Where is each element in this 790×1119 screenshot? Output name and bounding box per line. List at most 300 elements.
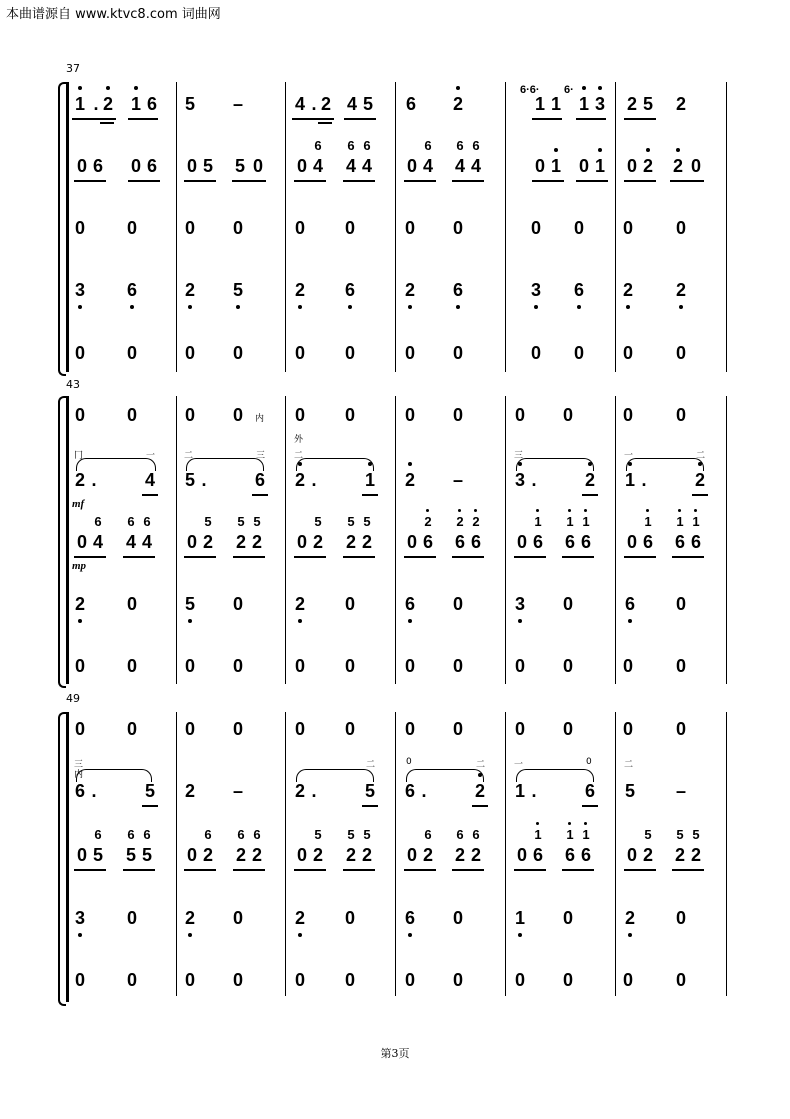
note: 5: [228, 270, 248, 310]
note: 1: [510, 898, 530, 938]
chord-note: 6: [237, 827, 245, 842]
note: 2: [290, 584, 310, 624]
underline: [672, 556, 704, 558]
note: 2: [422, 845, 433, 865]
note: 2: [180, 270, 200, 310]
chord-note: 5: [644, 827, 652, 842]
note: 2: [690, 845, 701, 865]
note: 0: [626, 845, 637, 865]
note: .: [531, 470, 537, 490]
note: 1: [534, 94, 545, 114]
underline: [184, 180, 216, 182]
note: .: [311, 94, 317, 114]
underline: [576, 180, 608, 182]
staff-4: [0, 270, 790, 310]
chord-note: 5: [237, 514, 245, 529]
measure-number: 43: [66, 378, 80, 391]
underline: [670, 180, 704, 182]
note: 6: [580, 845, 591, 865]
note: 2: [626, 94, 637, 114]
system-3: [0, 692, 790, 1004]
chord-note: 1: [641, 514, 655, 529]
note: 3: [526, 270, 546, 310]
note: 5: [144, 781, 155, 801]
note: 0: [406, 845, 417, 865]
chord-note: 6: [472, 827, 480, 842]
rest: 0: [452, 719, 463, 739]
note: 3: [590, 84, 610, 124]
note: 4: [144, 470, 155, 490]
articulation-mark: 内: [74, 770, 84, 780]
rest: 0: [622, 343, 633, 363]
underline: [74, 869, 106, 871]
bowing-mark: 一: [146, 451, 156, 461]
note: 2: [202, 845, 213, 865]
underline: [362, 805, 378, 807]
rest: 0: [232, 908, 243, 928]
chord-note: 5: [204, 514, 212, 529]
note: 4: [141, 532, 152, 552]
note: 3: [70, 898, 90, 938]
note: 5: [125, 845, 136, 865]
bowing-mark: 二: [696, 451, 706, 461]
chord-note: 1: [531, 827, 545, 842]
note: 2: [184, 781, 195, 801]
dash: –: [232, 94, 243, 114]
note: .: [421, 781, 427, 801]
underline: [452, 556, 484, 558]
note: 6: [340, 270, 360, 310]
underline: [514, 869, 546, 871]
rest: 0: [344, 594, 355, 614]
note: .: [93, 94, 99, 114]
underline: [343, 869, 375, 871]
note: 0: [534, 156, 545, 176]
rest: 0: [675, 908, 686, 928]
rest: 0: [344, 343, 355, 363]
note: 0: [406, 532, 417, 552]
underline: [294, 556, 326, 558]
note: 0: [76, 845, 87, 865]
staff-1: [0, 395, 790, 435]
note: 0: [130, 156, 141, 176]
bowing-mark: 三: [74, 760, 84, 770]
note: 6: [690, 532, 701, 552]
note: 1: [514, 781, 525, 801]
note: 0: [296, 156, 307, 176]
note: 6: [146, 94, 157, 114]
chord-note: 5: [363, 514, 371, 529]
rest: 0: [404, 719, 415, 739]
note: .: [201, 470, 207, 490]
underline: [624, 180, 656, 182]
note: 2: [400, 460, 420, 500]
note: .: [641, 470, 647, 490]
dash: –: [452, 470, 463, 490]
note: 2: [361, 532, 372, 552]
note: 2: [620, 898, 640, 938]
note: 0: [186, 156, 197, 176]
note: 2: [470, 845, 481, 865]
underline: [184, 869, 216, 871]
note: .: [91, 781, 97, 801]
staff-5: [0, 646, 790, 686]
underline: [142, 494, 158, 496]
chord-note: 6: [456, 138, 464, 153]
staff-1: [0, 84, 790, 124]
chord-note: 5: [314, 514, 322, 529]
underline: [514, 556, 546, 558]
rest: 0: [232, 656, 243, 676]
chord-note: 6: [127, 514, 135, 529]
rest: 0: [344, 970, 355, 990]
staff-5: [0, 333, 790, 373]
underline: [72, 118, 116, 120]
rest: 0: [622, 719, 633, 739]
note: 6: [564, 845, 575, 865]
rest: 0: [452, 656, 463, 676]
note: 2: [668, 146, 688, 186]
bowing-mark: 冂: [74, 451, 84, 461]
note: 2: [290, 898, 310, 938]
rest: 0: [184, 405, 195, 425]
measure-number: 37: [66, 62, 80, 75]
note: 1: [620, 460, 640, 500]
note: 2: [98, 84, 118, 124]
note: 4: [312, 156, 323, 176]
rest: 0: [184, 343, 195, 363]
note: 2: [74, 470, 85, 490]
chord-note: 6: [143, 827, 151, 842]
underline: [343, 180, 375, 182]
note: 6: [642, 532, 653, 552]
rest: 0: [622, 970, 633, 990]
rest: 0: [126, 908, 137, 928]
note: 2: [675, 94, 686, 114]
note: 6: [92, 156, 103, 176]
page-number: 第3页: [380, 1047, 410, 1060]
chord-note: 6: [314, 138, 322, 153]
rest: 0: [404, 656, 415, 676]
note: 2: [312, 532, 323, 552]
note: 4: [454, 156, 465, 176]
note: 2: [642, 845, 653, 865]
chord-note: 1: [673, 514, 687, 529]
note: 6: [254, 470, 265, 490]
rest: 0: [622, 656, 633, 676]
note: 0: [296, 845, 307, 865]
rest: 0: [562, 594, 573, 614]
chord-note: 6: [127, 827, 135, 842]
underline: [452, 180, 484, 182]
note: 2: [294, 781, 305, 801]
rest: 0: [675, 405, 686, 425]
underline: [404, 180, 436, 182]
rest: 0: [294, 405, 305, 425]
note: 2: [345, 532, 356, 552]
staff-2: [0, 435, 790, 510]
note: 2: [618, 270, 638, 310]
chord-note: 6: [253, 827, 261, 842]
rest: 0: [404, 218, 415, 238]
underline: [452, 869, 484, 871]
rest: 0: [562, 908, 573, 928]
chord-note: 1: [689, 514, 703, 529]
note: 2: [312, 845, 323, 865]
note: 0: [626, 532, 637, 552]
bowing-mark: 二: [476, 760, 486, 770]
rest: 0: [184, 719, 195, 739]
bowing-mark: 二: [294, 451, 304, 461]
chord-note: 6: [456, 827, 464, 842]
chord-note: 6: [94, 514, 102, 529]
note: 0: [626, 156, 637, 176]
note: 4: [92, 532, 103, 552]
rest: 0: [126, 343, 137, 363]
note: 4: [345, 156, 356, 176]
rest: 0: [294, 719, 305, 739]
underline: [362, 494, 378, 496]
chord-note: 1: [579, 827, 593, 842]
note: 0: [516, 845, 527, 865]
dash: –: [232, 781, 243, 801]
system-2: [0, 378, 790, 688]
note: 4: [470, 156, 481, 176]
note: 5: [364, 781, 375, 801]
note: 6: [422, 532, 433, 552]
rest: 0: [344, 656, 355, 676]
note: 6: [400, 898, 420, 938]
rest: 0: [184, 970, 195, 990]
underline: [123, 869, 155, 871]
rest: 0: [562, 405, 573, 425]
note: 3: [510, 584, 530, 624]
note: 2: [235, 532, 246, 552]
rest: 0: [514, 405, 525, 425]
note: 6: [620, 584, 640, 624]
rest: 0: [344, 218, 355, 238]
underline: [294, 869, 326, 871]
note: 0: [406, 156, 417, 176]
note: 2: [180, 898, 200, 938]
rest: 0: [675, 719, 686, 739]
rest: 0: [344, 719, 355, 739]
note: 5: [624, 781, 635, 801]
chord-note: 5: [692, 827, 700, 842]
underline: [404, 869, 436, 871]
note: 2: [70, 584, 90, 624]
note: 1: [574, 84, 594, 124]
note: 6: [532, 532, 543, 552]
note: .: [531, 781, 537, 801]
underline: [233, 869, 265, 871]
note: 1: [590, 146, 610, 186]
rest: 0: [675, 970, 686, 990]
note: .: [311, 781, 317, 801]
underline: [624, 556, 656, 558]
rest: 0: [232, 343, 243, 363]
underline: [184, 556, 216, 558]
note: 5: [184, 470, 195, 490]
underline: [532, 180, 564, 182]
note: 4: [125, 532, 136, 552]
rest: 0: [74, 218, 85, 238]
rest: 0: [294, 218, 305, 238]
staff-1: [0, 709, 790, 749]
chord-note: 2: [469, 514, 483, 529]
chord-note: 2: [453, 514, 467, 529]
chord-note: 1: [579, 514, 593, 529]
note: 2: [690, 460, 710, 500]
note: 2: [580, 460, 600, 500]
rest: 0: [126, 656, 137, 676]
note: 0: [516, 532, 527, 552]
note: 2: [290, 270, 310, 310]
underline: [344, 118, 376, 120]
note: 5: [642, 94, 653, 114]
dash: –: [675, 781, 686, 801]
rest: 0: [675, 594, 686, 614]
bowing-mark: 0: [406, 757, 412, 767]
rest: 0: [514, 719, 525, 739]
rest: 0: [126, 218, 137, 238]
rest: 0: [126, 970, 137, 990]
system-1: [0, 62, 790, 372]
rest: 0: [74, 343, 85, 363]
underline: [692, 494, 708, 496]
staff-2: [0, 757, 790, 811]
underline: [128, 118, 158, 120]
rest: 0: [232, 719, 243, 739]
rest: 0: [675, 656, 686, 676]
chord-note: 6: [204, 827, 212, 842]
underline: [252, 494, 268, 496]
rest: 0: [452, 405, 463, 425]
underline: [404, 556, 436, 558]
bowing-mark: 三: [256, 451, 266, 461]
note: 5: [184, 94, 195, 114]
rest: 0: [404, 343, 415, 363]
rest: 0: [452, 908, 463, 928]
rest: 0: [74, 970, 85, 990]
chord-note: 1: [563, 514, 577, 529]
rest: 0: [562, 719, 573, 739]
rest: 0: [573, 218, 584, 238]
underline: [292, 118, 334, 120]
note: 4: [346, 94, 357, 114]
underline: [343, 556, 375, 558]
bowing-mark: 一: [514, 760, 524, 770]
rest: 0: [452, 343, 463, 363]
note: 2: [674, 845, 685, 865]
note: 2: [638, 146, 658, 186]
note: 5: [202, 156, 213, 176]
staff-3: [0, 208, 790, 248]
articulation-mark: 内: [255, 414, 265, 424]
rest: 0: [184, 656, 195, 676]
rest: 0: [452, 218, 463, 238]
note: 6: [454, 532, 465, 552]
rest: 0: [294, 970, 305, 990]
rest: 0: [232, 405, 243, 425]
rest: 0: [344, 908, 355, 928]
bowing-mark: 一: [624, 451, 634, 461]
underline: [672, 869, 704, 871]
articulation-mark: 外: [294, 435, 304, 445]
note: 0: [76, 532, 87, 552]
underline: [100, 122, 114, 124]
note: 6: [146, 156, 157, 176]
note: 1: [360, 460, 380, 500]
note: 0: [578, 156, 589, 176]
note: 4: [294, 94, 305, 114]
note: 5: [92, 845, 103, 865]
rest: 0: [514, 656, 525, 676]
chord-note: 6: [424, 138, 432, 153]
underline: [74, 556, 106, 558]
rest: 0: [344, 405, 355, 425]
note: 0: [296, 532, 307, 552]
note: 6: [448, 270, 468, 310]
note: 2: [448, 84, 468, 124]
chord-note: 6: [347, 138, 355, 153]
rest: 0: [622, 405, 633, 425]
chord-note: 2: [421, 514, 435, 529]
note: 3: [510, 460, 530, 500]
note: 2: [251, 845, 262, 865]
dynamic-mp: mp: [72, 560, 87, 572]
bowing-mark: 二: [624, 760, 634, 770]
rest: 0: [74, 719, 85, 739]
note: 4: [361, 156, 372, 176]
rest: 0: [622, 218, 633, 238]
staff-5: [0, 960, 790, 1000]
rest: 0: [404, 405, 415, 425]
note: 5: [141, 845, 152, 865]
underline: [142, 805, 158, 807]
staff-4: [0, 584, 790, 624]
note: 2: [400, 270, 420, 310]
rest: 0: [562, 970, 573, 990]
note: 6: [584, 781, 595, 801]
staff-3: [0, 514, 790, 572]
note: 6: [404, 781, 415, 801]
chord-note: 1: [563, 827, 577, 842]
chord-note: 5: [253, 514, 261, 529]
underline: [128, 180, 160, 182]
note: 6: [532, 845, 543, 865]
underline: [562, 556, 594, 558]
rest: 0: [126, 594, 137, 614]
note: .: [91, 470, 97, 490]
chord-note: 6: [472, 138, 480, 153]
underline: [576, 118, 606, 120]
chord-note: 6: [363, 138, 371, 153]
staff-2: [0, 138, 790, 186]
bowing-mark: 二: [366, 760, 376, 770]
bowing-mark: 0: [586, 757, 592, 767]
rest: 0: [675, 218, 686, 238]
note: 6: [400, 584, 420, 624]
note: 0: [186, 532, 197, 552]
underline: [123, 556, 155, 558]
grace-notes: 6·6·: [520, 84, 540, 96]
underline: [582, 494, 598, 496]
rest: 0: [232, 218, 243, 238]
chord-note: 6: [424, 827, 432, 842]
rest: 0: [126, 405, 137, 425]
rest: 0: [530, 218, 541, 238]
